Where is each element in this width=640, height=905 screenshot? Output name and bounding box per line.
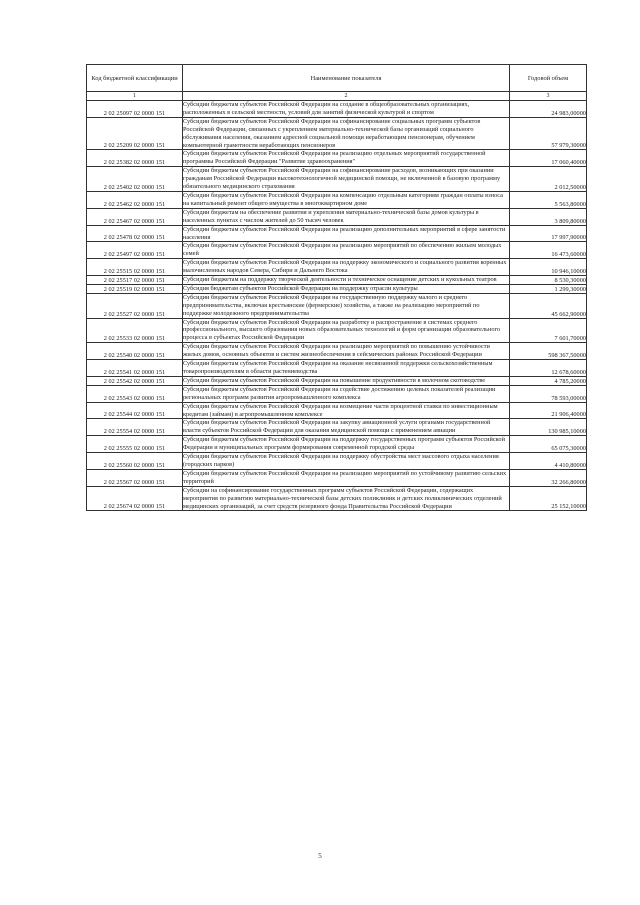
row-value: 24 983,00000 xyxy=(510,101,587,118)
row-value: 32 266,80000 xyxy=(510,469,587,486)
row-value: 10 946,10000 xyxy=(510,259,587,276)
row-value: 17 997,90000 xyxy=(510,225,587,242)
table-row xyxy=(87,343,587,360)
row-code: 2 02 25560 02 0000 151 xyxy=(87,453,183,470)
row-value: 7 601,70000 xyxy=(510,318,587,343)
row-code: 2 02 25554 02 0000 151 xyxy=(87,419,183,436)
column-number-row xyxy=(87,92,587,101)
row-code: 2 02 25674 02 0000 151 xyxy=(87,486,183,511)
row-code: 2 02 25527 02 0000 151 xyxy=(87,293,183,318)
row-value: 1 299,30000 xyxy=(510,284,587,293)
row-code: 2 02 25402 02 0000 151 xyxy=(87,167,183,192)
table-row xyxy=(87,385,587,402)
row-name: Субсидии бюджетам субъектов Российской Федерации на повышение продуктивности в молочном скотоводстве xyxy=(183,376,510,385)
row-code: 2 02 25478 02 0000 151 xyxy=(87,225,183,242)
table-row xyxy=(87,117,587,150)
row-name: Субсидия бюджетам субъектов Российской Федерации на поддержку отрасли культуры xyxy=(183,284,510,293)
row-name: Субсидии бюджетам субъектов Российской Федерации на оказание несвязанной поддержки сельскохозяйственным товаропроизводителям в области растениеводства xyxy=(183,360,510,377)
table-row xyxy=(87,284,587,293)
row-code: 2 02 25382 02 0000 151 xyxy=(87,150,183,167)
header-value: Годовой объем xyxy=(510,65,587,92)
row-value: 8 530,30000 xyxy=(510,276,587,285)
row-value: 57 979,30000 xyxy=(510,117,587,150)
row-code: 2 02 25497 02 0000 151 xyxy=(87,242,183,259)
row-code: 2 02 25097 02 0000 151 xyxy=(87,101,183,118)
row-code: 2 02 25544 02 0000 151 xyxy=(87,402,183,419)
row-name: Субсидии бюджетам субъектов Российской Федерации на государственную поддержку малого и среднего предпринимательства, включая крестьянские (фермерские) хозяйства, а также на реализацию мероприятий по поддержке молодежного предпринимательства xyxy=(183,293,510,318)
table-body xyxy=(87,101,587,511)
row-name: Субсидии бюджетам субъектов Российской Федерации на возмещение части процентной ставки по инвестиционным кредитам (займам) в агропромышленном комплексе xyxy=(183,402,510,419)
table-row xyxy=(87,150,587,167)
row-value: 12 678,60000 xyxy=(510,360,587,377)
row-code: 2 02 25542 02 0000 151 xyxy=(87,376,183,385)
row-value: 17 060,40000 xyxy=(510,150,587,167)
row-name: Субсидии бюджетам субъектов Российской Федерации на реализацию дополнительных мероприятий в сфере занятости населения xyxy=(183,225,510,242)
table-row xyxy=(87,469,587,486)
row-code: 2 02 25555 02 0000 151 xyxy=(87,436,183,453)
row-value: 45 662,90000 xyxy=(510,293,587,318)
row-name: Субсидии бюджетам субъектов Российской Федерации на создание в общеобразовательных организациях, расположенных в сельской местности, условий для занятий физической культурой и спортом xyxy=(183,101,510,118)
column-number: 3 xyxy=(510,92,587,101)
table-row xyxy=(87,276,587,285)
row-name: Субсидии бюджетам на обеспечение развития и укрепления материально-технической базы домов культуры в населенных пунктах с числом жителей до 50 тысяч человек xyxy=(183,208,510,225)
row-name: Субсидии бюджетам субъектов Российской Федерации на реализацию мероприятий по обеспечению жильем молодых семей xyxy=(183,242,510,259)
table-row xyxy=(87,208,587,225)
row-name: Субсидии бюджетам субъектов Российской Федерации на разработку и распространение в системах среднего профессионального, высшего образования новых образовательных технологий и форм организации образовательного процесса в субъектах Российской Федерации xyxy=(183,318,510,343)
row-code: 2 02 25541 02 0000 151 xyxy=(87,360,183,377)
row-name: Субсидии бюджетам субъектов Российской Федерации на реализацию мероприятий по устойчивому развитию сельских территорий xyxy=(183,469,510,486)
row-name: Субсидии бюджетам субъектов Российской Федерации на поддержку государственных программ субъектов Российской Федерации и муниципальных программ формирования современной городской среды xyxy=(183,436,510,453)
row-name: Субсидии бюджетам субъектов Российской Федерации на поддержку обустройства мест массового отдыха населения (городских парков) xyxy=(183,453,510,470)
row-name: Субсидии бюджетам субъектов Российской Федерации на закупку авиационной услуги органами государственной власти субъектов Российской Федерации для оказания медицинской помощи с применением авиации xyxy=(183,419,510,436)
table-row xyxy=(87,376,587,385)
row-name: Субсидии бюджетам субъектов Российской Федерации на софинансирование расходов, возникающих при оказании гражданам Российской Федерации высокотехнологичной медицинской помощи, не включенной в базовую программу обязательного медицинского страхования xyxy=(183,167,510,192)
row-value: 2 012,50000 xyxy=(510,167,587,192)
row-code: 2 02 25515 02 0000 151 xyxy=(87,259,183,276)
table-row xyxy=(87,259,587,276)
row-name: Субсидии на софинансирование государственных программ субъектов Российской Федерации, содержащих мероприятия по развитию материально-технической базы детских поликлиник и детских поликлинических отделений медицинских организаций, за счет средств резервного фонда Правительства Российской Федерации xyxy=(183,486,510,511)
row-value: 16 473,60000 xyxy=(510,242,587,259)
row-code: 2 02 25462 02 0000 151 xyxy=(87,191,183,208)
table-row xyxy=(87,318,587,343)
header-name: Наименование показателя xyxy=(183,65,510,92)
table-row xyxy=(87,486,587,511)
table-row xyxy=(87,191,587,208)
row-name: Субсидии бюджетам субъектов Российской Федерации на поддержку экономического и социального развития коренных малочисленных народов Севера, Сибири и Дальнего Востока xyxy=(183,259,510,276)
table-row xyxy=(87,360,587,377)
row-name: Субсидии бюджетам субъектов Российской Федерации на компенсацию отдельным категориям граждан оплаты взноса на капитальный ремонт общего имущества в многоквартирном доме xyxy=(183,191,510,208)
row-code: 2 02 25519 02 0000 151 xyxy=(87,284,183,293)
row-name: Субсидии бюджетам субъектов Российской Федерации на содействие достижению целевых показателей реализации региональных программ развития агропромышленного комплекса xyxy=(183,385,510,402)
row-value: 598 367,50000 xyxy=(510,343,587,360)
row-name: Субсидии бюджетам на поддержку творческой деятельности и техническое оснащение детских и кукольных театров xyxy=(183,276,510,285)
row-value: 130 985,10000 xyxy=(510,419,587,436)
table-row xyxy=(87,242,587,259)
table-row xyxy=(87,293,587,318)
page-number: 5 xyxy=(318,852,322,860)
table-row xyxy=(87,436,587,453)
table-row xyxy=(87,453,587,470)
row-name: Субсидии бюджетам субъектов Российской Федерации на реализацию отдельных мероприятий государственной программы Российской Федерации "Развитие здравоохранения" xyxy=(183,150,510,167)
row-name: Субсидии бюджетам субъектов Российской Федерации на реализацию мероприятий по повышению устойчивости жилых домов, основных объектов и систем жизнеобеспечения в сейсмических районах Российской Федерации xyxy=(183,343,510,360)
row-value: 3 809,80000 xyxy=(510,208,587,225)
column-number: 1 xyxy=(87,92,183,101)
row-value: 4 410,80000 xyxy=(510,453,587,470)
table-header-row xyxy=(87,65,587,92)
row-code: 2 02 25543 02 0000 151 xyxy=(87,385,183,402)
table-row xyxy=(87,167,587,192)
table-row xyxy=(87,101,587,118)
budget-table xyxy=(86,64,587,511)
row-value: 4 785,20000 xyxy=(510,376,587,385)
row-code: 2 02 25533 02 0000 151 xyxy=(87,318,183,343)
row-value: 5 563,80000 xyxy=(510,191,587,208)
row-code: 2 02 25567 02 0000 151 xyxy=(87,469,183,486)
row-code: 2 02 25517 02 0000 151 xyxy=(87,276,183,285)
row-value: 65 075,30000 xyxy=(510,436,587,453)
row-code: 2 02 25209 02 0000 151 xyxy=(87,117,183,150)
row-value: 25 152,10000 xyxy=(510,486,587,511)
header-code: Код бюджетной классификации xyxy=(87,65,183,92)
table-row xyxy=(87,419,587,436)
table-row xyxy=(87,402,587,419)
row-code: 2 02 25467 02 0000 151 xyxy=(87,208,183,225)
row-value: 78 593,00000 xyxy=(510,385,587,402)
row-code: 2 02 25540 02 0000 151 xyxy=(87,343,183,360)
row-value: 21 906,40000 xyxy=(510,402,587,419)
row-name: Субсидии бюджетам субъектов Российской Федерации на софинансирование социальных программ субъектов Российской Федерации, связанных с укреплением материально-технической базы организаций социального обслуживания населения, оказанием адресной социальной помощи неработающим пенсионерам, обучением компьютерной грамотности неработающих пенсионеров xyxy=(183,117,510,150)
table-row xyxy=(87,225,587,242)
column-number: 2 xyxy=(183,92,510,101)
